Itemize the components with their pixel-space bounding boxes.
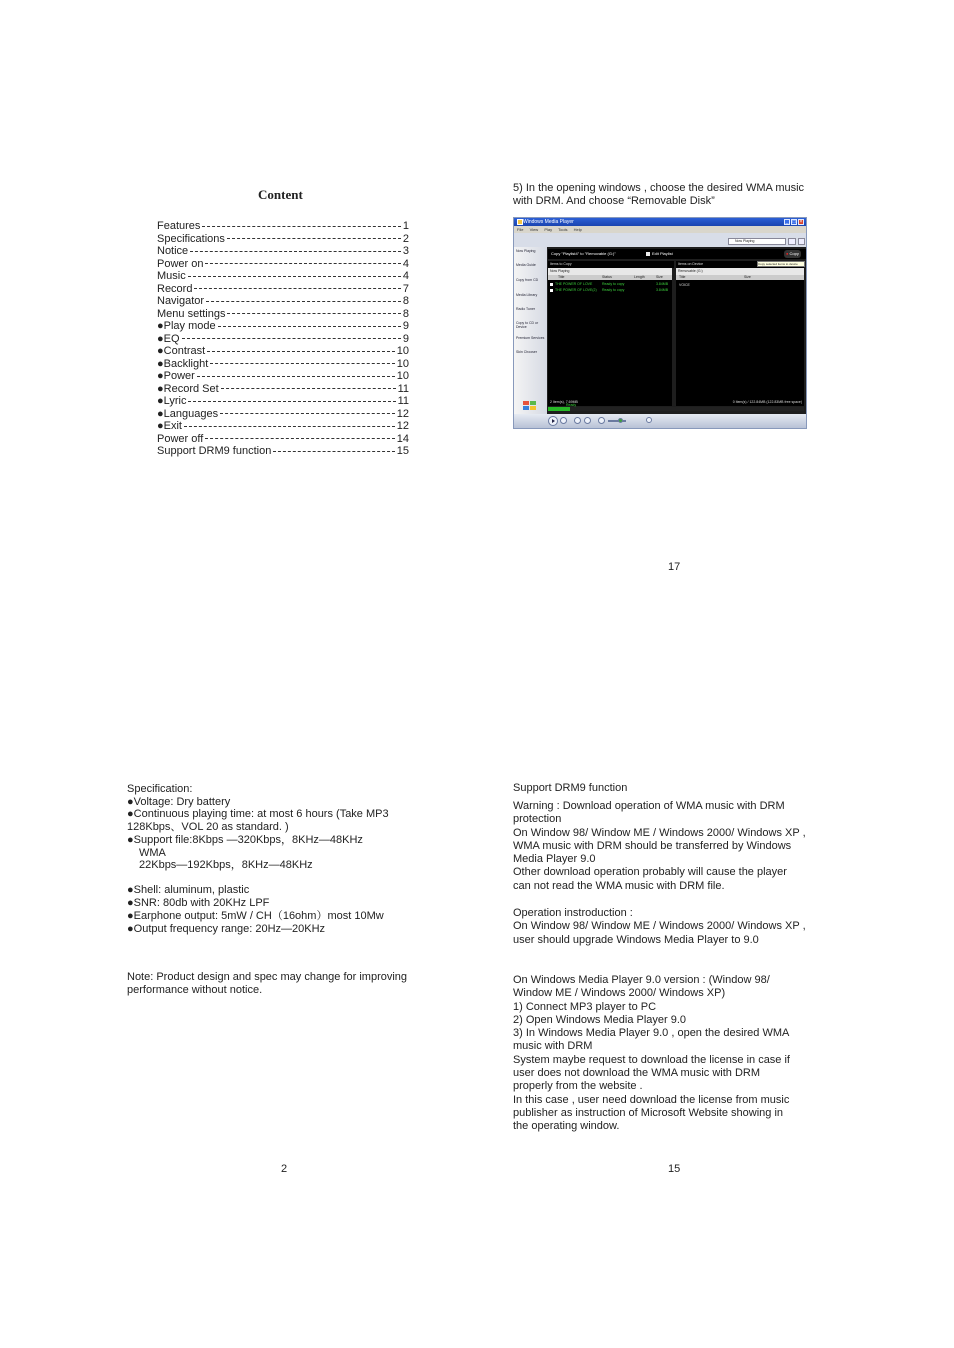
toc-entry-page: 8: [402, 307, 409, 320]
toc-entry-label: Music: [157, 270, 186, 282]
next-button[interactable]: [584, 417, 591, 424]
toc-entry-label: ●Power: [157, 370, 195, 382]
note-line: performance without notice.: [127, 984, 263, 997]
wmp-title: Windows Media Player: [523, 219, 574, 225]
wmp-sidebar-item[interactable]: Copy to CD or Device: [516, 321, 539, 329]
drm-text-line: 1) Connect MP3 player to PC: [513, 1000, 657, 1013]
wmp-sidebar-item[interactable]: Radio Tuner: [516, 307, 536, 311]
drm-text-line: On Windows Media Player 9.0 version : (Window 98/: [513, 974, 770, 986]
column-status[interactable]: Status: [602, 275, 612, 279]
maximize-icon[interactable]: □: [792, 219, 796, 225]
drm-text-line: user does not download the WMA music with DRM: [513, 1067, 760, 1080]
toc-entry: [157, 345, 409, 358]
spec-heading: Specification:: [127, 783, 193, 795]
toc-entry: [157, 308, 409, 321]
toc-leader: [206, 301, 401, 302]
toc-entry-page: 1: [402, 220, 409, 232]
copy-header: [548, 249, 806, 259]
toc-leader: [221, 388, 396, 389]
drm-operation: [513, 907, 843, 947]
toc-entry-page: 4: [402, 257, 409, 270]
wmp-sidebar-item[interactable]: Premium Services: [516, 336, 545, 340]
toc-entry: [157, 445, 409, 458]
toc-entry-label: Features: [157, 220, 201, 232]
edit-playlist-checkbox[interactable]: [646, 252, 650, 256]
toc-entry-page: 7: [402, 282, 409, 295]
toc-entry-label: ●EQ: [157, 332, 180, 345]
toc-entry: [157, 245, 409, 258]
spec-line: ●Continuous playing time: at most 6 hours (Take MP3: [127, 808, 389, 821]
instruction-line: 5) In the opening windows , choose the desired WMA music: [513, 182, 805, 194]
spec-line: ●Voltage: Dry battery: [127, 795, 231, 808]
playback-controls: [514, 414, 806, 428]
edit-playlist-label[interactable]: Edit Playlist: [652, 251, 673, 256]
drm-text-line: Window ME / Windows 2000/ Windows XP): [513, 987, 726, 1000]
seek-bar[interactable]: [548, 407, 804, 411]
page-number: 15: [668, 1163, 681, 1175]
drm-text-line: 2) Open Windows Media Player 9.0: [513, 1013, 687, 1026]
previous-button[interactable]: [574, 417, 581, 424]
toc-entry: [157, 258, 409, 271]
wmp-sidebar-item[interactable]: Media Guide: [516, 263, 536, 267]
spec-line: ●Support file:8Kbps —320Kbps，8KHz—48KHz: [127, 833, 363, 846]
copy-record-icon: ●: [786, 251, 789, 256]
drm-text-line: properly from the website .: [513, 1080, 643, 1093]
toc-entry-page: 10: [396, 345, 409, 357]
copy-tooltip: Copy selected items to device: [757, 261, 805, 267]
wmp-app-icon: [517, 219, 523, 225]
toc-leader: [273, 451, 394, 452]
minimize-icon[interactable]: _: [785, 219, 789, 225]
device-select-label: Removable (G:): [678, 269, 703, 273]
toc-entry-label: Navigator: [157, 295, 205, 307]
items-on-device-pane: [676, 275, 804, 399]
close-pane-icon[interactable]: [798, 238, 805, 245]
toc-leader: [227, 313, 400, 314]
wmp-menubar: [514, 226, 806, 233]
close-icon[interactable]: ×: [799, 219, 803, 225]
spec-line: WMA: [139, 846, 166, 859]
toc-leader: [205, 438, 394, 439]
drm-text-line: the operating window.: [513, 1120, 620, 1133]
track-checkbox[interactable]: [550, 283, 553, 286]
drm-text-line: Other download operation probably will cause the player: [513, 866, 787, 879]
toc-entry-page: 11: [397, 395, 409, 407]
page-number: 2: [281, 1163, 288, 1175]
toc-entry-page: 10: [396, 357, 409, 370]
track-row[interactable]: [548, 288, 672, 293]
toc-entry-label: ●Record Set: [157, 382, 219, 395]
left-column-headers: [548, 275, 672, 280]
toc-leader: [197, 376, 395, 377]
drm-text-line: Operation instroduction :: [513, 907, 633, 919]
note-line: Note: Product design and spec may change for improving: [127, 971, 408, 983]
menu-file[interactable]: File: [517, 227, 524, 232]
device-column-title[interactable]: Title: [679, 275, 686, 279]
toc-entry-page: 3: [402, 245, 409, 257]
toc-entry-label: ●Backlight: [157, 357, 209, 370]
toc-entry-label: Menu settings: [157, 307, 226, 320]
track-title: THE POWER OF LOVE(2): [555, 288, 597, 292]
toc-entry-label: ●Contrast: [157, 345, 206, 357]
menu-help[interactable]: Help: [573, 227, 582, 232]
toc-entry-label: Notice: [157, 245, 189, 257]
specification-block: [127, 783, 447, 935]
drm-text-line: protection: [513, 813, 562, 826]
toc-entry-label: Power off: [157, 432, 204, 445]
left-footer: 2 Item(s), 7.69MB: [548, 399, 672, 406]
now-playing-select[interactable]: [728, 238, 786, 245]
page-number: 17: [668, 561, 681, 573]
toc-entry: [157, 420, 409, 433]
menu-play[interactable]: Play: [544, 227, 553, 232]
wmp-sidebar-item[interactable]: Media Library: [516, 293, 538, 297]
track-status: Ready to copy: [602, 288, 625, 292]
toc-entry-label: ●Exit: [157, 420, 182, 432]
track-size: 3.84MB: [656, 282, 669, 286]
status-text: Ready: [566, 403, 577, 407]
instruction-text: [513, 182, 843, 209]
toc-entry: [157, 270, 409, 283]
wmp-sidebar-item[interactable]: Skin Chooser: [516, 350, 538, 354]
table-of-contents: [157, 220, 409, 458]
track-checkbox[interactable]: [550, 289, 553, 292]
toc-entry-label: Power on: [157, 257, 204, 270]
toc-entry-page: 9: [402, 320, 409, 332]
track-row[interactable]: [548, 282, 672, 287]
menu-tools[interactable]: Tools: [558, 227, 568, 232]
track-status: Ready to copy: [602, 282, 625, 286]
now-playing-dropdown-icon[interactable]: [788, 238, 796, 245]
drm-text-line: WMA music with DRM should be transferred by Windows: [513, 839, 792, 852]
playlist-select[interactable]: [548, 268, 672, 275]
column-title[interactable]: Title: [558, 275, 565, 279]
toc-entry: [157, 220, 409, 233]
drm-text-line: 3) In Windows Media Player 9.0 , open the desired WMA: [513, 1027, 790, 1040]
toc-entry-page: 8: [402, 295, 409, 307]
spec-line: ●Earphone output: 5mW / CH（16ohm）most 10Mw: [127, 909, 384, 922]
toc-entry: [157, 358, 409, 371]
drm-text-line: System maybe request to download the license in case if: [513, 1053, 790, 1066]
shuffle-button[interactable]: [646, 417, 652, 423]
toc-entry: [157, 383, 409, 396]
toc-leader: [205, 263, 400, 264]
drm-text-line: In this case , user need download the license from music: [513, 1093, 790, 1106]
toc-entry: [157, 320, 409, 333]
toc-entry-label: ●Play mode: [157, 320, 216, 332]
toc-entry-label: Record: [157, 282, 193, 295]
toc-leader: [218, 326, 401, 327]
drm-warning: [513, 800, 843, 893]
toc-entry: [157, 395, 409, 408]
toc-entry: [157, 408, 409, 421]
mute-button[interactable]: [598, 417, 605, 424]
copy-button[interactable]: [784, 250, 801, 258]
toc-entry: [157, 433, 409, 446]
drm-text-line: music with DRM: [513, 1040, 593, 1053]
toc-entry-page: 2: [402, 232, 409, 245]
copy-button-label: Copy: [789, 251, 799, 256]
toc-entry-page: 12: [396, 420, 409, 432]
column-size[interactable]: Size: [656, 275, 663, 279]
spec-line: 128Kbps、VOL 20 as standard. ): [127, 821, 289, 834]
drm-text-line: On Window 98/ Window ME / Windows 2000/ Windows XP ,: [513, 826, 806, 839]
drm-text-line: publisher as instruction of Microsoft Website showing in: [513, 1106, 784, 1119]
toc-entry-label: ●Lyric: [157, 395, 187, 407]
device-item[interactable]: VOICE: [679, 283, 690, 287]
wmp-titlebar: [514, 218, 806, 226]
spec-line: ●SNR: 80db with 20KHz LPF: [127, 897, 270, 910]
toc-entry-page: 11: [397, 382, 409, 395]
toc-entry: [157, 370, 409, 383]
toc-leader: [202, 226, 400, 227]
stop-button[interactable]: [560, 417, 567, 424]
toc-leader: [227, 238, 401, 239]
windows-logo-icon: [522, 400, 538, 412]
copy-header-title: Copy "Playlist4" to "Removable (G:)": [551, 251, 616, 256]
toc-entry-page: 9: [402, 332, 409, 345]
wmp-screenshot: [513, 217, 807, 429]
right-column-headers: [676, 275, 804, 280]
items-to-copy-label: Items to Copy: [548, 261, 674, 268]
now-playing-select-label: Now Playing: [735, 239, 755, 243]
track-size: 3.84MB: [656, 288, 669, 292]
toc-leader: [184, 426, 395, 427]
toc-entry-page: 12: [396, 407, 409, 420]
toc-entry: [157, 233, 409, 246]
toc-entry-label: Specifications: [157, 232, 225, 245]
toc-entry-page: 14: [396, 432, 409, 445]
toc-entry: [157, 295, 409, 308]
drm-heading: Support DRM9 function: [513, 782, 628, 794]
wmp-sidebar-item[interactable]: Now Playing: [516, 249, 536, 253]
device-column-size[interactable]: Size: [744, 275, 751, 279]
play-button[interactable]: [548, 416, 558, 426]
volume-slider[interactable]: [608, 420, 626, 422]
items-to-copy-pane: [548, 275, 672, 399]
playlist-select-label: Now Playing: [550, 269, 570, 273]
spec-line: ●Shell: aluminum, plastic: [127, 884, 250, 897]
right-footer: 0 Item(s) / 122.84MB (122.83MB free space): [676, 399, 804, 406]
drm-text-line: Media Player 9.0: [513, 853, 596, 866]
drm-text-line: user should upgrade Windows Media Player to 9.0: [513, 933, 759, 946]
items-on-device-label: Items on Device: [676, 261, 804, 268]
toc-entry-label: ●Languages: [157, 407, 219, 420]
volume-knob[interactable]: [618, 418, 623, 423]
toc-leader: [207, 351, 395, 352]
wmp-sidebar: [514, 247, 547, 415]
toc-leader: [194, 288, 400, 289]
spec-line: ●Output frequency range: 20Hz—20KHz: [127, 922, 326, 935]
toc-entry-page: 10: [396, 370, 409, 382]
seek-progress: [548, 407, 570, 411]
wmp-sidebar-item[interactable]: Copy from CD: [516, 278, 539, 282]
spec-line: 22Kbps—192Kbps，8KHz—48KHz: [139, 859, 313, 872]
track-title: THE POWER OF LOVE: [555, 282, 593, 286]
toc-entry-page: 4: [402, 270, 409, 282]
toc-leader: [190, 251, 401, 252]
toc-leader: [188, 276, 401, 277]
toc-entry-label: Support DRM9 function: [157, 445, 272, 457]
drm-text-line: Warning : Download operation of WMA music with DRM: [513, 800, 785, 812]
toc-title: Content: [258, 187, 303, 202]
toc-entry: [157, 283, 409, 296]
toc-leader: [188, 401, 395, 402]
instruction-line: with DRM. And choose “Removable Disk”: [513, 195, 715, 208]
drm-text-line: can not read the WMA music with DRM file.: [513, 879, 725, 892]
toc-entry: [157, 333, 409, 346]
drm-text-line: On Window 98/ Window ME / Windows 2000/ Windows XP ,: [513, 920, 806, 933]
toc-leader: [210, 363, 394, 364]
column-length[interactable]: Length: [634, 275, 645, 279]
menu-view[interactable]: View: [529, 227, 539, 232]
toc-leader: [182, 338, 401, 339]
toc-leader: [220, 413, 395, 414]
play-icon: [549, 417, 557, 425]
device-select[interactable]: [676, 268, 804, 275]
toc-entry-page: 15: [396, 445, 409, 457]
note-text: [127, 971, 457, 998]
drm-steps: [513, 974, 843, 1134]
